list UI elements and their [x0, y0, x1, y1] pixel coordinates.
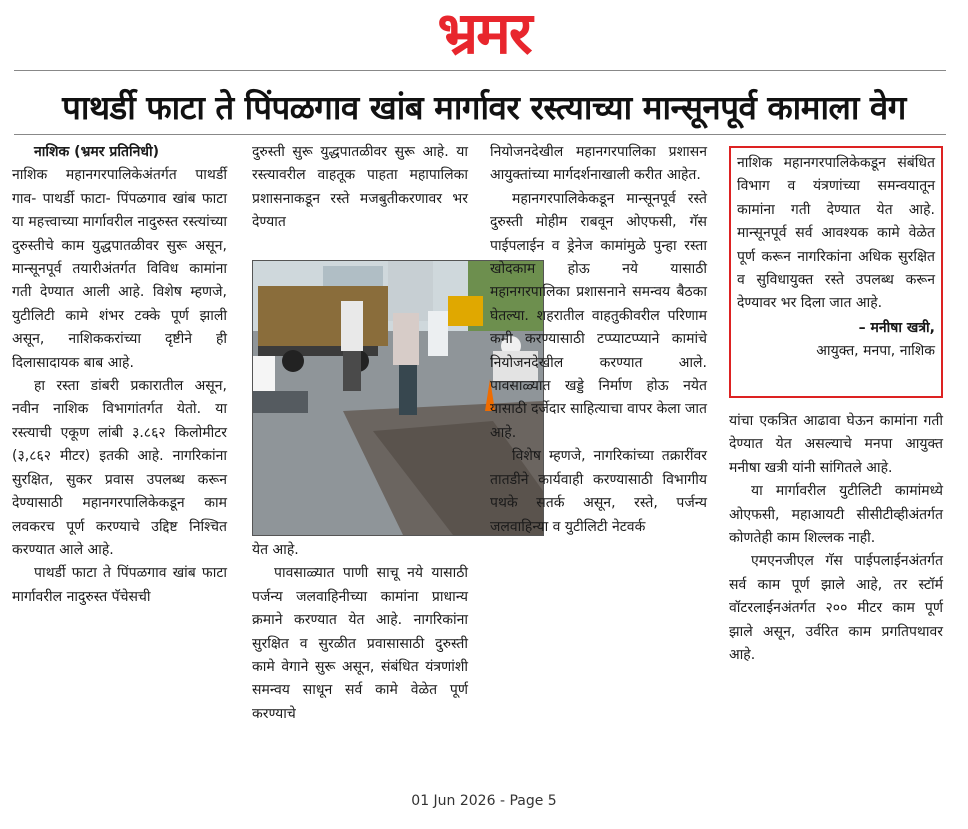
page-footer: 01 Jun 2026 - Page 5	[411, 793, 557, 809]
article-column-3	[490, 141, 707, 539]
article-column-4	[729, 410, 943, 667]
column-2-paragraph-top: दुरुस्ती सुरू युद्धपातळीवर सुरू आहे. या रस्त्यावरील वाहतूक पाहता महापालिका प्रशासनाकडून रस्ते मजबुतीकरणावर भर देण्यात	[252, 144, 468, 231]
column-3-paragraph-1: नियोजनदेखील महानगरपालिका प्रशासन आयुक्तांच्या मार्गदर्शनाखाली करीत आहेत.	[490, 144, 707, 184]
column-3-paragraph-3: विशेष म्हणजे, नागरिकांच्या तक्रारींवर तातडीने कार्यवाही करण्यासाठी विभागीय पथके सतर्क असून, रस्ते, पर्जन्य जलवाहिन्या व युटीलिटी नेटवर्क	[490, 448, 707, 535]
article-column-2-top	[252, 141, 468, 235]
article-headline: पाथर्डी फाटा ते पिंपळगाव खांब मार्गावर रस्त्याच्या मान्सूनपूर्व कामाला वेग	[62, 88, 906, 127]
column-1-paragraph-2: हा रस्ता डांबरी प्रकारातील असून, नवीन नाशिक विभागांतर्गत येतो. या रस्त्याची एकूण लांबी ३.८६२ किलोमीटर (३,८६२ मीटर) इतकी आहे. नागरिकांना सुरक्षित, सुकर प्रवास उपलब्ध करून देण्यासाठी महानगरपालिकेकडून काम लवकरच पूर्ण करण्याचे उद्दिष्ट निश्चित करण्यात आले आहे.	[12, 378, 227, 558]
article-column-2-bottom	[252, 539, 468, 726]
column-2-paragraph-1: येत आहे.	[252, 542, 299, 558]
masthead-rule	[14, 70, 946, 71]
column-2-paragraph-2: पावसाळ्यात पाणी साचू नये यासाठी पर्जन्य जलवाहिनीच्या कामांना प्राधान्य क्रमाने करण्यात येत आहे. नागरिकांना सुरक्षित व सुरळीत प्रवासासाठी दुरुस्ती कामे वेगाने सुरू असून, संबंधित यंत्रणांशी समन्वय साधून सर्व कामे वेळेत पूर्ण करण्याचे	[252, 565, 468, 722]
byline: नाशिक (भ्रमर प्रतिनिधी)	[34, 144, 159, 160]
quote-author-role: आयुक्त, मनपा, नाशिक	[816, 343, 935, 360]
quote-text: नाशिक महानगरपालिकेकडून संबंधित विभाग व यंत्रणांच्या समन्वयातून कामांना गती देण्यात येत आहे. मान्सूनपूर्व सर्व आवश्यक कामे वेळेत पूर्ण करून नागरिकांना अधिक सुरक्षित व सुविधायुक्त रस्ते उपलब्ध करून देण्यावर भर दिला जात आहे.	[737, 155, 935, 312]
column-1-paragraph-3: पाथर्डी फाटा ते पिंपळगाव खांब फाटा मार्गावरील नादुरुस्त पॅचेसची	[12, 565, 227, 605]
commissioner-quote-box	[729, 146, 943, 398]
column-4-paragraph-1: यांचा एकत्रित आढावा घेऊन कामांना गती देण्यात येत असल्याचे मनपा आयुक्त मनीषा खत्री यांनी सांगितले आहे.	[729, 413, 943, 476]
masthead-logo: भ्रमर	[437, 0, 531, 67]
quote-author: – मनीषा खत्री,	[858, 319, 935, 336]
article-column-1	[12, 141, 227, 609]
masthead	[0, 0, 968, 67]
column-4-paragraph-2: या मार्गावरील युटीलिटी कामांमध्ये ओएफसी, महाआयटी सीसीटीव्हीअंतर्गत कोणतेही काम शिल्लक नाही.	[729, 483, 943, 547]
headline-rule	[14, 134, 946, 135]
column-1-paragraph-1: नाशिक महानगरपालिकेअंतर्गत पाथर्डी गाव- पाथर्डी फाटा- पिंपळगाव खांब फाटा या महत्त्वाच्या मार्गावरील नादुरुस्त रस्त्यांच्या दुरुस्तीचे काम युद्धपातळीवर सुरू असून, मान्सूनपूर्व तयारीअंतर्गत विविध कामांना गती देण्यात आली आहे. विशेष म्हणजे, युटीलिटी कामे शंभर टक्के पूर्ण झाली असून, नाशिककरांच्या दृष्टीने ही दिलासादायक बाब आहे.	[12, 167, 227, 371]
column-3-paragraph-2: महानगरपालिकेकडून मान्सूनपूर्व रस्ते दुरुस्ती मोहीम राबवून ओएफसी, गॅस पाईपलाईन व ड्रेनेज कामांमुळे पुन्हा रस्ता खोदकाम होऊ नये यासाठी महानगरपालिका प्रशासनाने समन्वय बैठका घेतल्या. शहरातील वाहतुकीवरील परिणाम कमी करण्यासाठी टप्प्याटप्प्याने कामांचे नियोजनदेखील करण्यात आले. पावसाळ्यात खड्डे निर्माण होऊ नयेत यासाठी दर्जेदार साहित्याचा वापर केला जात आहे.	[490, 190, 707, 441]
column-4-paragraph-3: एमएनजीएल गॅस पाईपलाईनअंतर्गत सर्व काम पूर्ण झाले आहे, तर स्टॉर्म वॉटरलाईनअंतर्गत २०० मीटर काम पूर्ण झाले असून, उर्वरित काम प्रगतिपथावर आहे.	[729, 553, 943, 664]
